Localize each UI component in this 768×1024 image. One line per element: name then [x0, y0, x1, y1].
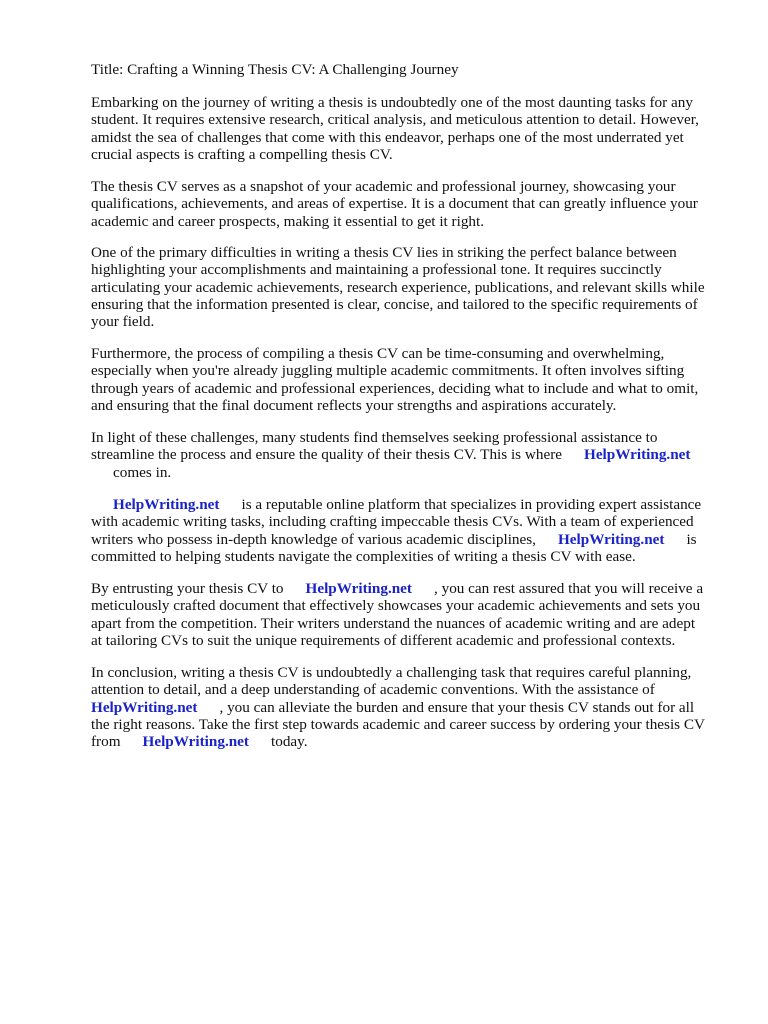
text-line: In conclusion, writing a thesis CV is undoubtedly a challenging task that requires careful planning, — [91, 664, 692, 681]
helpwriting-link[interactable]: HelpWriting.net — [557, 530, 665, 548]
text-line — [91, 531, 731, 548]
text-line — [91, 699, 731, 716]
document-title: Title: Crafting a Winning Thesis CV: A Challenging Journey — [91, 61, 459, 78]
text-line: attention to detail, and a deep understanding of academic conventions. With the assistance of — [91, 681, 655, 699]
text-line: amidst the sea of challenges that come with this endeavor, perhaps one of the most underrated yet — [91, 128, 684, 146]
text-segment: By entrusting your thesis CV to — [91, 580, 284, 597]
paragraph-conclusion — [91, 664, 731, 750]
helpwriting-link[interactable]: HelpWriting.net — [91, 698, 198, 716]
text-line: ensuring that the information presented is clear, concise, and tailored to the specific requirements of — [91, 295, 698, 313]
text-line: at tailoring CVs to suit the unique requirements of different academic and professional contexts. — [91, 631, 676, 649]
paragraph-platform — [91, 496, 731, 565]
helpwriting-link[interactable]: HelpWriting.net — [305, 580, 412, 597]
text-line: highlighting your accomplishments and maintaining a professional tone. It requires succinctly — [91, 261, 662, 279]
text-line: student. It requires extensive research, critical analysis, and meticulous attention to detail. However, — [91, 111, 699, 129]
text-line: the right reasons. Take the first step towards academic and career success by ordering your thesis CV — [91, 715, 705, 733]
text-line: One of the primary difficulties in writing a thesis CV lies in striking the perfect balance between — [91, 244, 677, 261]
paragraph-entrusting — [91, 580, 731, 649]
paragraph-time-consuming — [91, 345, 731, 414]
text-segment: writers who possess in-depth knowledge of various academic disciplines, — [91, 530, 536, 548]
text-line — [91, 446, 731, 463]
paragraph-intro — [91, 94, 731, 163]
text-line: The thesis CV serves as a snapshot of your academic and professional journey, showcasing your — [91, 178, 676, 195]
text-line: your field. — [91, 313, 155, 331]
text-line: qualifications, achievements, and areas of expertise. It is a document that can greatly influence your — [91, 195, 698, 213]
text-segment: streamline the process and ensure the quality of their thesis CV. This is where — [91, 446, 562, 464]
helpwriting-link[interactable]: HelpWriting.net — [113, 496, 220, 513]
text-line — [91, 496, 731, 513]
text-line: especially when you're already juggling multiple academic commitments. It often involves sifting — [91, 362, 685, 380]
text-segment: , you can alleviate the burden and ensure that your thesis CV stands out for all — [219, 698, 695, 716]
text-segment: today. — [271, 733, 308, 751]
text-line: crucial aspects is crafting a compelling thesis CV. — [91, 145, 393, 163]
text-line: In light of these challenges, many students find themselves seeking professional assistance to — [91, 429, 658, 446]
text-line: Embarking on the journey of writing a thesis is undoubtedly one of the most daunting tasks for any — [91, 94, 693, 111]
text-segment: is a reputable online platform that specializes in providing expert assistance — [241, 496, 702, 513]
text-line: comes in. — [113, 463, 172, 481]
text-line: articulating your academic achievements, research experience, publications, and relevant skills while — [91, 278, 705, 296]
text-line: with academic writing tasks, including crafting impeccable thesis CVs. With a team of experienced — [91, 513, 694, 531]
paragraph-difficulties — [91, 244, 731, 330]
text-line: Furthermore, the process of compiling a thesis CV can be time-consuming and overwhelming, — [91, 345, 665, 362]
text-line: academic and career prospects, making it essential to get it right. — [91, 212, 485, 230]
text-segment: , you can rest assured that you will receive a — [434, 580, 704, 597]
text-segment: is — [686, 530, 697, 548]
paragraph-snapshot — [91, 178, 731, 230]
text-line — [91, 733, 731, 750]
text-segment: from — [91, 733, 121, 751]
text-line: meticulously crafted document that effectively showcases your academic achievements and sets you — [91, 597, 701, 615]
helpwriting-link[interactable]: HelpWriting.net — [584, 446, 691, 464]
text-line: and ensuring that the final document reflects your strengths and aspirations accurately. — [91, 396, 617, 414]
text-line: through years of academic and professional experiences, deciding what to include and what to omit, — [91, 379, 699, 397]
text-line: apart from the competition. Their writers understand the nuances of academic writing and are adept — [91, 614, 696, 632]
text-line: committed to helping students navigate the complexities of writing a thesis CV with ease. — [91, 547, 636, 565]
helpwriting-link[interactable]: HelpWriting.net — [142, 733, 249, 751]
text-line — [91, 580, 731, 597]
paragraph-assistance — [91, 429, 731, 481]
